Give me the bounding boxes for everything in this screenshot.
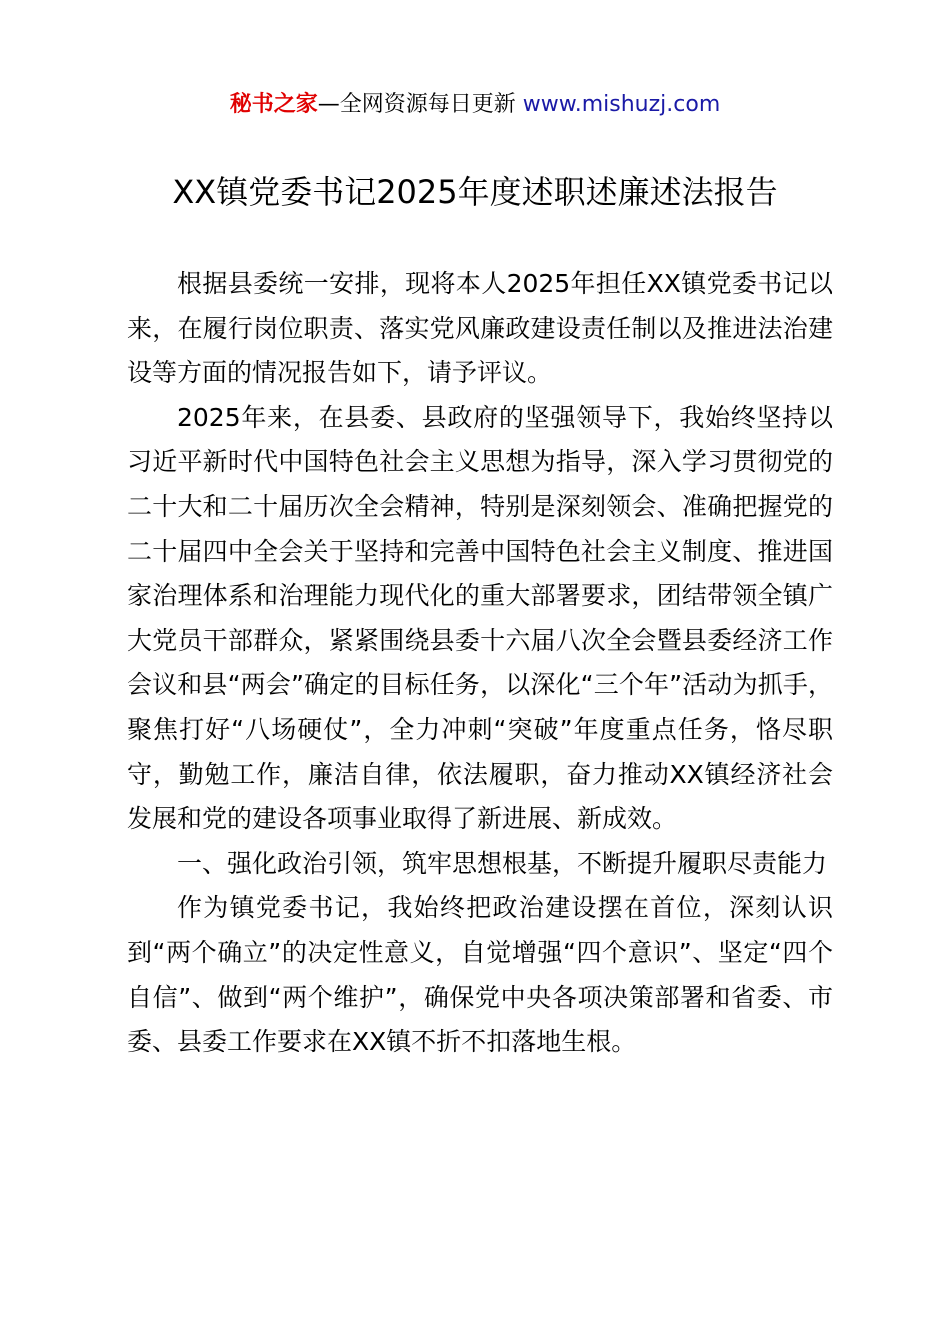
section-heading-1: 一、强化政治引领，筑牢思想根基，不断提升履职尽责能力	[177, 848, 828, 878]
site-header	[0, 88, 950, 122]
paragraph-section-1: 作为镇党委书记，我始终把政治建设摆在首位，深刻认识到“两个确立”的决定性意义，自觉增强“四个意识”、坚定“四个自信”、做到“两个维护”，确保党中央各项决策部署和省委、市委、县委工作要求在XX镇不折不扣落地生根。	[127, 893, 833, 1057]
document-body	[127, 262, 833, 1065]
document-title: XX镇党委书记2025年度述职述廉述法报告	[172, 173, 778, 211]
paragraph-overview: 2025年来，在县委、县政府的坚强领导下，我始终坚持以习近平新时代中国特色社会主义思想为指导，深入学习贯彻党的二十大和二十届历次全会精神，特别是深刻领会、准确把握党的二十届四中全会关于坚持和完善中国特色社会主义制度、推进国家治理体系和治理能力现代化的重大部署要求，团结带领全镇广大党员干部群众，紧紧围绕县委十六届八次全会暨县委经济工作会议和县“两会”确定的目标任务，以深化“三个年”活动为抓手，聚焦打好“八场硬仗”，全力冲刺“突破”年度重点任务，恪尽职守，勤勉工作，廉洁自律，依法履职，奋力推动XX镇经济社会发展和党的建设各项事业取得了新进展、新成效。	[127, 402, 833, 834]
brand-name: 秘书之家	[229, 92, 318, 117]
header-tagline: —全网资源每日更新	[317, 92, 516, 117]
paragraph-intro: 根据县委统一安排，现将本人2025年担任XX镇党委书记以来，在履行岗位职责、落实党风廉政建设责任制以及推进法治建设等方面的情况报告如下，请予评议。	[127, 269, 833, 388]
site-url-link[interactable]: www.mishuzj.com	[522, 92, 721, 117]
